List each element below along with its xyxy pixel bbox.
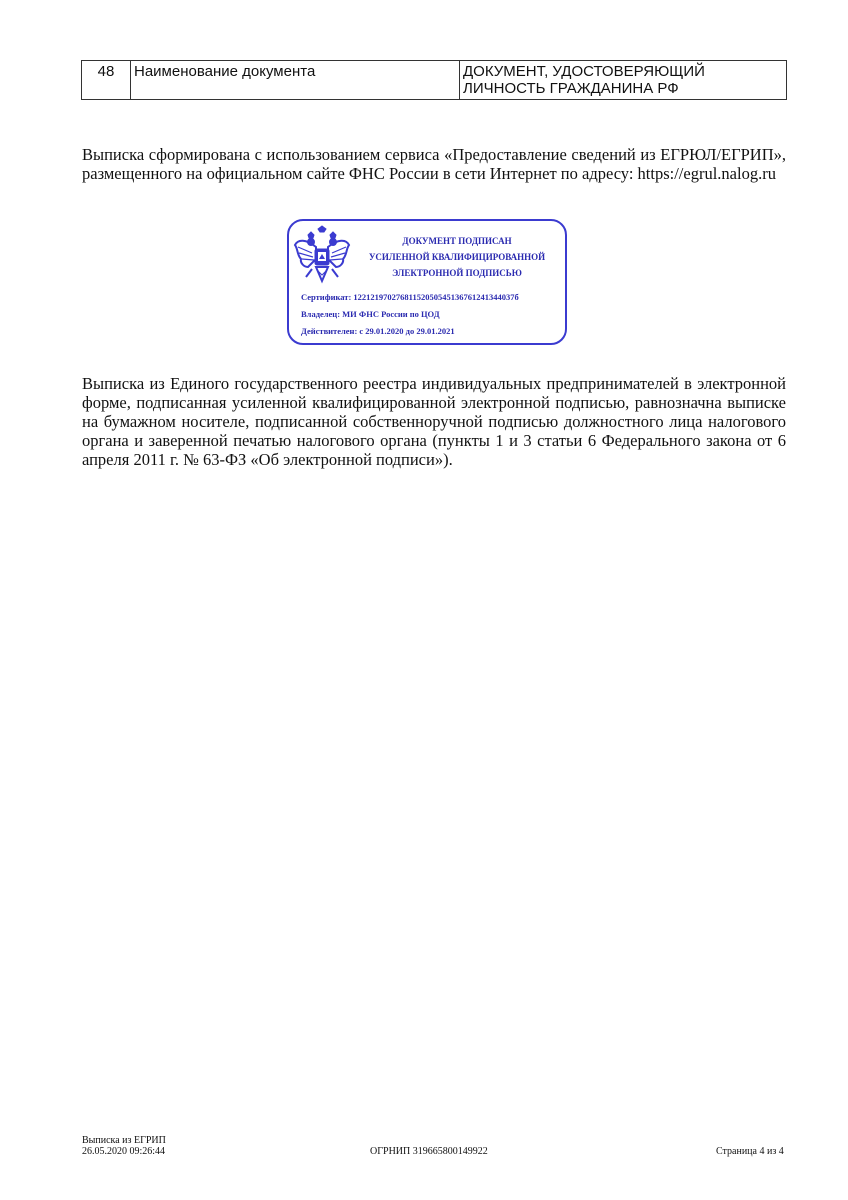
- signature-stamp: [287, 219, 567, 345]
- row-label: Наименование документа: [131, 61, 460, 100]
- record-table: [81, 60, 787, 100]
- stamp-line-1: ДОКУМЕНТ ПОДПИСАН: [402, 236, 512, 246]
- footer-left: [82, 1135, 166, 1157]
- row-number: 48: [82, 61, 131, 100]
- stamp-validity: Действителен: с 29.01.2020 до 29.01.2021: [301, 326, 455, 336]
- stamp-owner: Владелец: МИ ФНС России по ЦОД: [301, 309, 440, 319]
- stamp-info: [301, 289, 559, 340]
- stamp-heading: [355, 233, 559, 281]
- footer-doc-title: Выписка из ЕГРИП: [82, 1135, 166, 1146]
- stamp-certificate: Сертификат: 12212197027681152050545136761241344037б: [301, 292, 519, 302]
- stamp-line-2: УСИЛЕННОЙ КВАЛИФИЦИРОВАННОЙ: [368, 252, 546, 262]
- footer-datetime: 26.05.2020 09:26:44: [82, 1146, 166, 1157]
- stamp-line-3: ЭЛЕКТРОННОЙ ПОДПИСЬЮ: [392, 268, 522, 278]
- legal-note: Выписка из Единого государственного реестра индивидуальных предпринимателей в электронной форме, подписанная усиленной квалифицированной электронной подписью, равнозначна выписке на бумажном носителе, подписанной собственноручной подписью должностного лица налогового органа и заверенной печатью налогового органа (пункты 1 и 3 статьи 6 Федерального закона от 6 апреля 2011 г. № 63-ФЗ «Об электронной подписи»).: [82, 374, 786, 469]
- service-note: Выписка сформирована с использованием сервиса «Предоставление сведений из ЕГРЮЛ/ЕГРИП», размещенного на официальном сайте ФНС России в сети Интернет по адресу: https://egrul.nalog.ru: [82, 145, 786, 183]
- row-value: ДОКУМЕНТ, УДОСТОВЕРЯЮЩИЙ ЛИЧНОСТЬ ГРАЖДАНИНА РФ: [460, 61, 787, 100]
- table-row: [82, 61, 787, 100]
- footer-page-number: Страница 4 из 4: [716, 1146, 784, 1157]
- double-headed-eagle-icon: [292, 225, 352, 287]
- footer-ogrnip: ОГРНИП 319665800149922: [370, 1146, 488, 1157]
